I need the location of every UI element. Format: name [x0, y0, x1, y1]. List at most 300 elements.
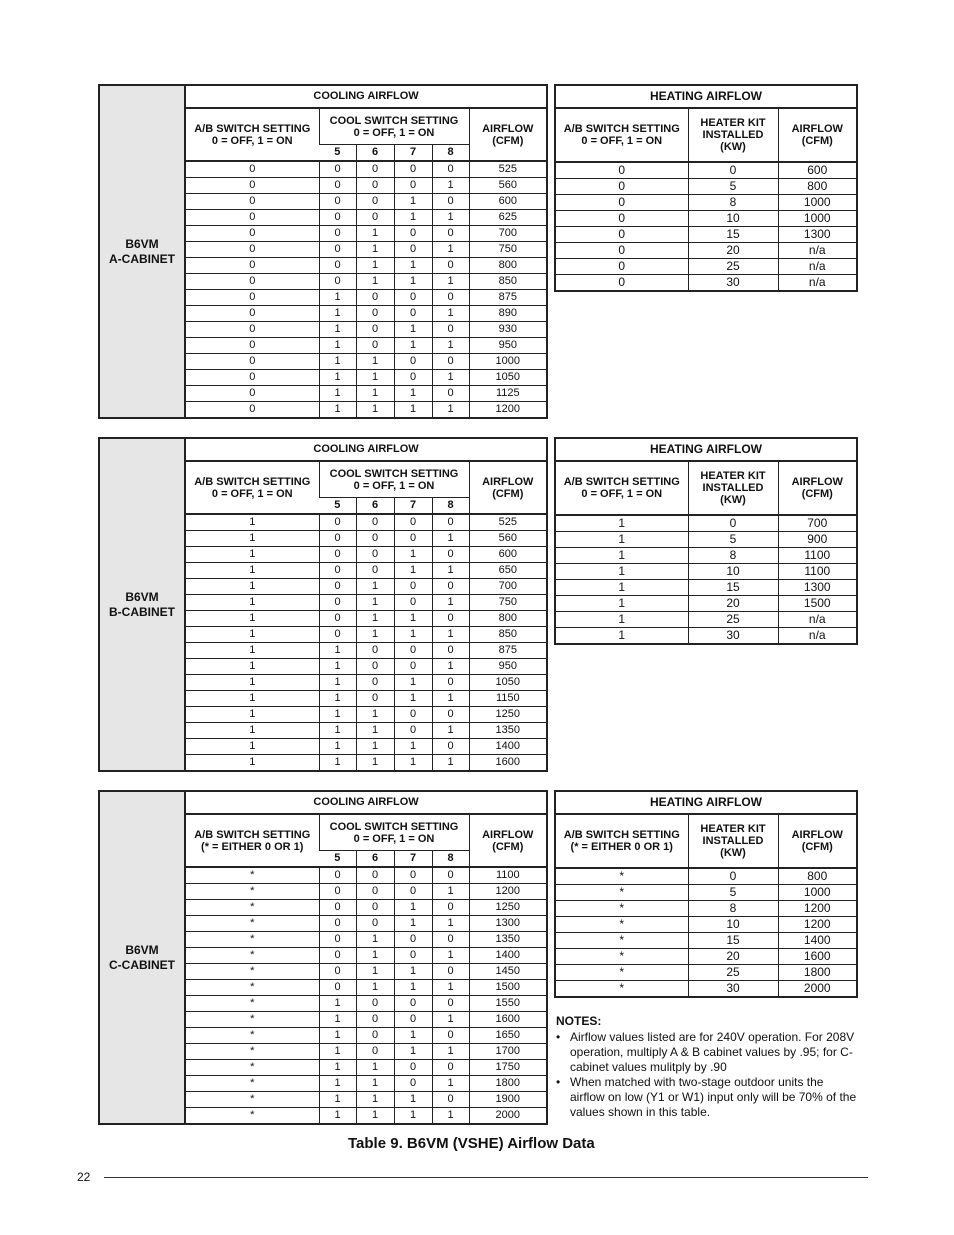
table-cell: n/a [778, 259, 857, 275]
table-row [555, 515, 857, 532]
table-cell: 1 [432, 659, 469, 675]
switch-number: 5 [319, 851, 356, 868]
table-cell: 0 [185, 161, 319, 178]
table-row [185, 258, 547, 274]
table-cell: 0 [394, 354, 432, 370]
heater-kit-header [688, 461, 778, 515]
switch-number: 6 [356, 498, 394, 515]
ab-switch-header [185, 108, 319, 161]
table-cell: 1 [394, 755, 432, 772]
table-row [555, 868, 857, 885]
table-cell: 0 [688, 868, 778, 885]
table-cell: 0 [185, 290, 319, 306]
table-cell: 1 [394, 402, 432, 419]
table-cell: 0 [319, 258, 356, 274]
table-cell: * [185, 884, 319, 900]
table-cell: 1400 [778, 933, 857, 949]
table-cell: 0 [356, 290, 394, 306]
table-cell: 850 [469, 627, 547, 643]
table-cell: 0 [319, 980, 356, 996]
table-cell: 0 [185, 322, 319, 338]
table-cell: 5 [688, 885, 778, 901]
table-row [185, 563, 547, 579]
table-cell: 1 [356, 932, 394, 948]
table-row [185, 1108, 547, 1125]
table-cell: 850 [469, 274, 547, 290]
table-title-row [555, 85, 857, 108]
table-row [185, 274, 547, 290]
table-cell: 1 [555, 532, 688, 548]
table-cell: 0 [555, 259, 688, 275]
table-cell: 650 [469, 563, 547, 579]
cooling-airflow-table [184, 437, 548, 772]
table-cell: 0 [319, 274, 356, 290]
table-cell: 1 [356, 226, 394, 242]
table-cell: 0 [356, 675, 394, 691]
table-cell: 1 [356, 611, 394, 627]
table-cell: 1 [432, 691, 469, 707]
table-cell: 1 [394, 322, 432, 338]
header-line: COOL SWITCH SETTING [329, 820, 459, 833]
table-cell: 0 [185, 178, 319, 194]
table-cell: 1 [394, 274, 432, 290]
header-line: 0 = OFF, 1 = ON [353, 479, 435, 492]
table-cell: 1 [432, 627, 469, 643]
ab-switch-header [185, 814, 319, 867]
header-line: A/B SWITCH SETTING [194, 475, 311, 488]
table-cell: 0 [319, 595, 356, 611]
table-cell: 1 [432, 1012, 469, 1028]
table-cell: 0 [185, 258, 319, 274]
table-cell: 0 [185, 306, 319, 322]
table-cell: 1 [319, 996, 356, 1012]
header-row [555, 814, 857, 868]
header-line: (CFM) [492, 487, 524, 500]
table-row [185, 178, 547, 194]
table-title: COOLING AIRFLOW [185, 438, 547, 461]
table-cell: 0 [394, 932, 432, 948]
table-cell: 1 [356, 1092, 394, 1108]
table-cell: 0 [356, 210, 394, 226]
table-cell: 0 [185, 338, 319, 354]
table-cell: 15 [688, 227, 778, 243]
header-row [185, 108, 547, 145]
table-cell: 890 [469, 306, 547, 322]
table-cell: * [555, 981, 688, 998]
table-cell: 0 [356, 322, 394, 338]
table-cell: 0 [432, 611, 469, 627]
heating-airflow-table [554, 437, 858, 645]
table-row [185, 867, 547, 884]
table-cell: 1 [185, 691, 319, 707]
table-title-row [185, 438, 547, 461]
table-cell: 1 [319, 643, 356, 659]
note-item: • Airflow values listed are for 240V operation. For 208V operation, multiply A & B cabinet values by .95; for C-cabinet values mulitply by .90 [556, 1030, 860, 1075]
table-cell: 1 [394, 691, 432, 707]
table-cell: 1 [185, 643, 319, 659]
table-cell: 0 [432, 547, 469, 563]
table-cell: 0 [432, 739, 469, 755]
table-cell: 1 [555, 548, 688, 564]
table-cell: 1 [555, 628, 688, 645]
table-cell: 1 [356, 980, 394, 996]
table-cell: 700 [778, 515, 857, 532]
table-row [555, 532, 857, 548]
table-title-row [185, 85, 547, 108]
table-cell: 1 [432, 1044, 469, 1060]
table-cell: 1 [319, 755, 356, 772]
table-cell: 1 [356, 402, 394, 419]
table-row [185, 402, 547, 419]
table-cell: 0 [394, 1012, 432, 1028]
table-cell: 1 [432, 402, 469, 419]
table-cell: 1 [432, 1076, 469, 1092]
switch-number: 5 [319, 145, 356, 162]
table-cell: 1250 [469, 900, 547, 916]
table-cell: 0 [555, 179, 688, 195]
table-cell: 0 [394, 948, 432, 964]
table-cell: 1 [432, 242, 469, 258]
table-cell: 1 [319, 338, 356, 354]
header-line: HEATER KIT [700, 823, 766, 835]
table-cell: 0 [356, 691, 394, 707]
table-cell: 0 [555, 227, 688, 243]
table-cell: 0 [432, 643, 469, 659]
table-cell: 1 [185, 675, 319, 691]
table-title: HEATING AIRFLOW [555, 85, 857, 108]
table-cell: 1 [555, 564, 688, 580]
table-cell: 950 [469, 338, 547, 354]
table-cell: 0 [688, 162, 778, 179]
table-row [555, 949, 857, 965]
heater-kit-header [688, 108, 778, 162]
table-cell: 1 [394, 900, 432, 916]
table-row [185, 691, 547, 707]
table-row [555, 162, 857, 179]
table-cell: 1 [394, 627, 432, 643]
table-cell: * [185, 1108, 319, 1125]
table-cell: * [185, 980, 319, 996]
table-cell: 1 [185, 755, 319, 772]
table-cell: 1300 [778, 227, 857, 243]
table-cell: 0 [356, 1028, 394, 1044]
table-cell: 0 [555, 162, 688, 179]
table-cell: 1 [356, 755, 394, 772]
notes [556, 1014, 860, 1120]
table-row [185, 595, 547, 611]
table-cell: 1600 [778, 949, 857, 965]
table-cell: 1350 [469, 932, 547, 948]
table-row [555, 548, 857, 564]
table-cell: 1800 [469, 1076, 547, 1092]
table-cell: 700 [469, 226, 547, 242]
table-row [185, 161, 547, 178]
table-row [185, 948, 547, 964]
header-line: A/B SWITCH SETTING [563, 829, 680, 841]
table-cell: 1 [432, 370, 469, 386]
table-row [555, 612, 857, 628]
table-row [185, 194, 547, 210]
table-cell: 0 [356, 659, 394, 675]
table-row [185, 226, 547, 242]
table-cell: 1 [356, 948, 394, 964]
table-cell: 0 [356, 996, 394, 1012]
table-cell: 0 [319, 627, 356, 643]
table-cell: 750 [469, 595, 547, 611]
table-cell: 1 [394, 210, 432, 226]
table-cell: 1 [356, 739, 394, 755]
header-line: A/B SWITCH SETTING [563, 123, 680, 135]
table-cell: 1 [185, 611, 319, 627]
table-cell: 600 [469, 547, 547, 563]
table-title-row [185, 791, 547, 814]
table-cell: 2000 [469, 1108, 547, 1125]
table-cell: 1 [555, 596, 688, 612]
table-cell: 750 [469, 242, 547, 258]
table-cell: 1 [394, 1108, 432, 1125]
table-cell: 0 [394, 996, 432, 1012]
table-cell: 930 [469, 322, 547, 338]
table-row [185, 1092, 547, 1108]
header-row [185, 461, 547, 498]
switch-number: 7 [394, 851, 432, 868]
ab-switch-header [555, 108, 688, 162]
page-number: 22 [77, 1170, 91, 1184]
table-row [185, 290, 547, 306]
table-cell: 1125 [469, 386, 547, 402]
table-row [185, 547, 547, 563]
header-line: (CFM) [492, 134, 524, 147]
header-line: 0 = OFF, 1 = ON [353, 126, 435, 139]
table-title-row [555, 791, 857, 814]
table-row [555, 596, 857, 612]
header-line: A/B SWITCH SETTING [194, 122, 311, 135]
table-cell: 0 [394, 867, 432, 884]
table-cell: 0 [319, 161, 356, 178]
table-row [555, 917, 857, 933]
table-cell: 20 [688, 949, 778, 965]
table-cell: 0 [356, 547, 394, 563]
table-cell: 0 [394, 306, 432, 322]
header-line: 0 = OFF, 1 = ON [353, 832, 435, 845]
table-cell: 1 [185, 659, 319, 675]
table-cell: 800 [778, 868, 857, 885]
header-line: (CFM) [492, 840, 524, 853]
table-cell: 1 [185, 723, 319, 739]
table-cell: 0 [432, 161, 469, 178]
table-title: COOLING AIRFLOW [185, 791, 547, 814]
table-cell: 0 [319, 547, 356, 563]
table-cell: 0 [394, 370, 432, 386]
header-line: AIRFLOW [791, 476, 843, 488]
table-row [555, 933, 857, 949]
table-cell: 1 [356, 595, 394, 611]
table-cell: * [185, 932, 319, 948]
table-cell: 0 [185, 242, 319, 258]
table-cell: 1 [432, 980, 469, 996]
table-cell: 1 [394, 916, 432, 932]
table-cell: 1 [356, 627, 394, 643]
table-cell: 1200 [469, 884, 547, 900]
table-row [555, 243, 857, 259]
table-cell: 1 [394, 338, 432, 354]
table-row [555, 227, 857, 243]
table-cell: 0 [394, 884, 432, 900]
table-cell: 0 [432, 867, 469, 884]
table-cell: 0 [394, 1076, 432, 1092]
table-cell: 1 [319, 290, 356, 306]
table-row [185, 675, 547, 691]
table-cell: 1200 [469, 402, 547, 419]
table-cell: 1400 [469, 948, 547, 964]
table-cell: 8 [688, 548, 778, 564]
header-line: (* = EITHER 0 OR 1) [570, 841, 673, 853]
table-cell: 1 [394, 739, 432, 755]
table-cell: 600 [469, 194, 547, 210]
table-cell: 1800 [778, 965, 857, 981]
table-cell: 0 [185, 386, 319, 402]
table-row [185, 611, 547, 627]
table-cell: 1 [394, 1092, 432, 1108]
table-cell: 0 [555, 275, 688, 292]
ab-switch-header [185, 461, 319, 514]
table-cell: 1 [432, 563, 469, 579]
table-cell: 1 [319, 370, 356, 386]
switch-number: 8 [432, 498, 469, 515]
table-row [185, 386, 547, 402]
table-cell: 1300 [469, 916, 547, 932]
table-title: HEATING AIRFLOW [555, 438, 857, 461]
switch-number: 6 [356, 145, 394, 162]
table-cell: 1 [185, 531, 319, 547]
table-cell: 15 [688, 580, 778, 596]
table-cell: 1 [356, 1076, 394, 1092]
table-cell: 0 [356, 531, 394, 547]
table-cell: 0 [394, 226, 432, 242]
table-row [555, 885, 857, 901]
table-cell: * [185, 1028, 319, 1044]
table-cell: * [185, 1012, 319, 1028]
table-cell: * [185, 996, 319, 1012]
header-line: INSTALLED (KW) [702, 835, 764, 859]
table-cell: 1 [319, 739, 356, 755]
table-cell: 1 [394, 386, 432, 402]
table-row [185, 900, 547, 916]
header-line: COOL SWITCH SETTING [329, 114, 459, 127]
table-cell: 1500 [778, 596, 857, 612]
table-cell: 15 [688, 933, 778, 949]
table-row [555, 259, 857, 275]
table-cell: 1 [394, 194, 432, 210]
table-cell: 0 [319, 884, 356, 900]
table-cell: 0 [356, 514, 394, 531]
table-row [185, 1012, 547, 1028]
switch-number: 8 [432, 145, 469, 162]
table-cell: 1 [394, 1028, 432, 1044]
table-cell: 0 [394, 290, 432, 306]
table-row [185, 739, 547, 755]
table-cell: 0 [319, 948, 356, 964]
table-cell: 1 [356, 1060, 394, 1076]
table-cell: 0 [185, 370, 319, 386]
header-line: AIRFLOW [791, 829, 843, 841]
table-cell: 1 [394, 611, 432, 627]
switch-number: 6 [356, 851, 394, 868]
table-row [185, 723, 547, 739]
table-cell: 0 [319, 194, 356, 210]
table-cell: 1 [432, 595, 469, 611]
table-cell: 5 [688, 532, 778, 548]
table-row [555, 981, 857, 998]
table-row [185, 354, 547, 370]
table-cell: 0 [185, 226, 319, 242]
table-title-row [555, 438, 857, 461]
table-cell: 0 [319, 178, 356, 194]
table-row [185, 306, 547, 322]
table-cell: 1 [432, 884, 469, 900]
table-cell: 0 [555, 195, 688, 211]
table-cell: 1 [356, 242, 394, 258]
table-cell: 1000 [778, 195, 857, 211]
header-line: 0 = OFF, 1 = ON [581, 488, 663, 500]
table-row [185, 531, 547, 547]
table-cell: 0 [319, 514, 356, 531]
table-cell: 600 [778, 162, 857, 179]
table-cell: 30 [688, 628, 778, 645]
table-cell: 0 [432, 354, 469, 370]
table-row [555, 901, 857, 917]
table-cell: 0 [555, 211, 688, 227]
table-cell: 0 [394, 531, 432, 547]
table-cell: 1 [319, 306, 356, 322]
table-cell: * [185, 867, 319, 884]
table-cell: 1 [185, 514, 319, 531]
table-cell: 0 [356, 643, 394, 659]
cooling-airflow-table [184, 84, 548, 419]
table-cell: * [555, 901, 688, 917]
cabinet-label: B6VM A-CABINET [98, 84, 184, 419]
table-cell: 1 [394, 563, 432, 579]
cool-switch-header [319, 461, 469, 498]
table-cell: 700 [469, 579, 547, 595]
table-cell: 1 [185, 627, 319, 643]
table-cell: 0 [356, 916, 394, 932]
table-cell: 1 [394, 1044, 432, 1060]
table-row [185, 579, 547, 595]
table-cell: 525 [469, 514, 547, 531]
table-cell: * [555, 917, 688, 933]
table-cell: 1 [319, 707, 356, 723]
table-row [185, 1028, 547, 1044]
header-line: INSTALLED (KW) [702, 482, 764, 506]
table-cell: 0 [432, 386, 469, 402]
table-cell: 0 [356, 338, 394, 354]
table-cell: 875 [469, 290, 547, 306]
table-cell: 1100 [778, 564, 857, 580]
table-cell: * [185, 1060, 319, 1076]
table-cell: 0 [185, 274, 319, 290]
switch-number: 7 [394, 145, 432, 162]
table-cell: 1300 [778, 580, 857, 596]
table-row [555, 965, 857, 981]
table-cell: 0 [356, 178, 394, 194]
heating-airflow-table [554, 84, 858, 292]
table-cell: 0 [319, 210, 356, 226]
table-cell: 1400 [469, 739, 547, 755]
table-cell: 0 [356, 867, 394, 884]
table-cell: 0 [394, 242, 432, 258]
table-cell: 0 [319, 932, 356, 948]
